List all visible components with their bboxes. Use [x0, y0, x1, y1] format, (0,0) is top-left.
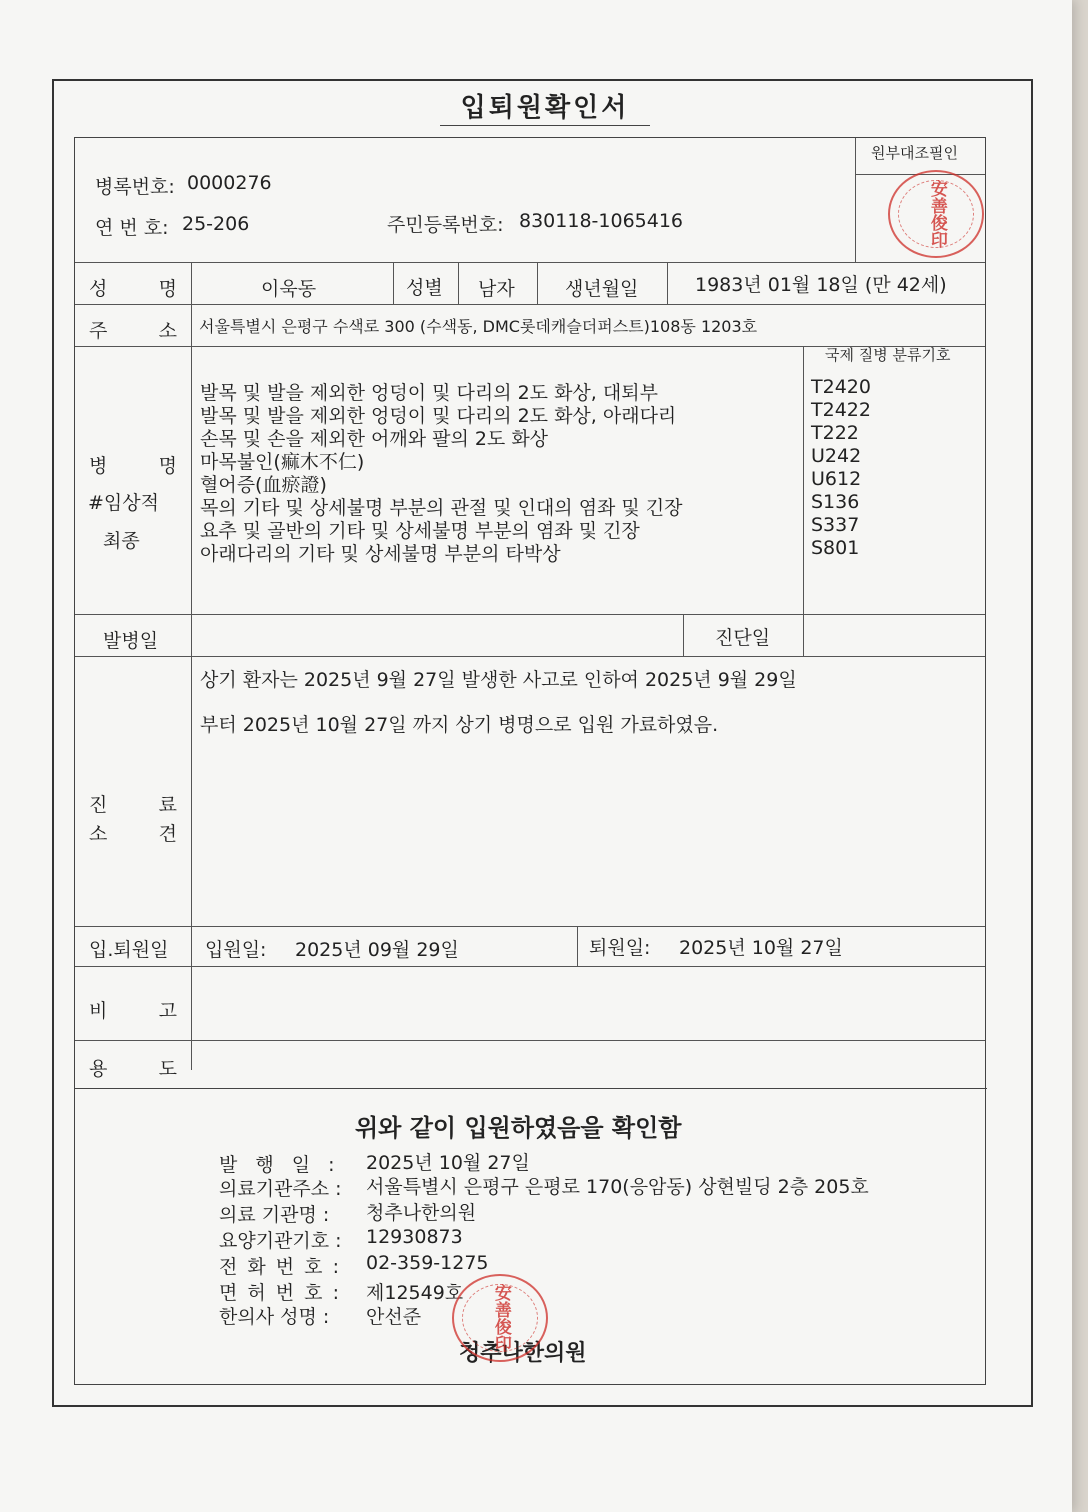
patient-name: 이욱동 [261, 278, 317, 300]
clinic-signature: 청추나한의원 [459, 1341, 587, 1366]
record-number-value: 0000276 [187, 172, 272, 194]
seal-stamp-top: 安善俊印 [888, 170, 984, 258]
doctor-label: 한의사 성명 : [219, 1306, 330, 1328]
icd-code: U242 [811, 445, 862, 467]
admission-label: 입.퇴원일 [89, 939, 169, 961]
icd-code: U612 [811, 468, 862, 490]
findings-line-2: 부터 2025년 10월 27일 까지 상기 병명으로 입원 가료하였음. [200, 714, 719, 736]
admit-date-label: 입원일: [205, 939, 267, 961]
diagnosis-label: 병 명 [89, 455, 177, 477]
icd-code: S136 [811, 491, 860, 513]
diagnosis-item: 목의 기타 및 상세불명 부분의 관절 및 인대의 염좌 및 긴장 [200, 497, 683, 519]
admit-date-value: 2025년 09월 29일 [295, 939, 459, 961]
address-value: 서울특별시 은평구 수색로 300 (수색동, DMC롯데캐슬더퍼스트)108동 1203호 [199, 317, 758, 336]
doctor-name: 안선준 [366, 1306, 422, 1328]
icd-code: S801 [811, 537, 860, 559]
diagnosis-item: 발목 및 발을 제외한 엉덩이 및 다리의 2도 화상, 아래다리 [200, 405, 677, 427]
phone-value: 02-359-1275 [366, 1252, 489, 1274]
icd-code: T2420 [811, 376, 871, 398]
phone-label: 전 화 번 호 : [219, 1256, 341, 1278]
findings-label-1: 진 료 [89, 794, 177, 816]
discharge-date-label: 퇴원일: [589, 937, 651, 959]
clinic-address-label: 의료기관주소 : [219, 1178, 342, 1200]
diagnosis-item: 혈어증(血瘀證) [200, 474, 327, 496]
dob-value: 1983년 01월 18일 (만 42세) [695, 274, 947, 296]
serial-number-value: 25-206 [182, 213, 250, 235]
seal-stamp-bottom: 安善俊印 [452, 1274, 548, 1362]
diagnosis-date-label: 진단일 [715, 627, 771, 649]
discharge-date-value: 2025년 10월 27일 [679, 937, 843, 959]
diagnosis-item: 손목 및 손을 제외한 어깨와 팔의 2도 화상 [200, 428, 549, 450]
document-title: 입퇴원확인서 [440, 87, 650, 126]
icd-code: S337 [811, 514, 860, 536]
icd-code: T2422 [811, 399, 871, 421]
license-value: 제12549호 [366, 1282, 464, 1304]
address-label: 주 소 [89, 320, 177, 342]
diagnosis-item: 요추 및 골반의 기타 및 상세불명 부분의 염좌 및 긴장 [200, 520, 640, 542]
diagnosis-label-final: 최종 [103, 530, 140, 552]
institution-code-label: 요양기관기호 : [219, 1230, 342, 1252]
form-table [74, 137, 986, 1385]
findings-label-2: 소 견 [89, 823, 177, 845]
issue-date-label: 발 행 일 : [219, 1154, 341, 1176]
clinic-address-value: 서울특별시 은평구 은평로 170(응암동) 상현빌딩 2층 205호 [366, 1176, 869, 1198]
license-label: 면 허 번 호 : [219, 1282, 341, 1304]
name-label: 성 명 [89, 278, 177, 300]
dob-label: 생년월일 [565, 278, 639, 300]
diagnosis-item: 발목 및 발을 제외한 엉덩이 및 다리의 2도 화상, 대퇴부 [200, 382, 658, 404]
icd-code-header: 국제 질병 분류기호 [825, 346, 951, 364]
sex-label: 성별 [406, 277, 443, 299]
onset-label: 발병일 [103, 630, 159, 652]
seal-header: 원부대조필인 [871, 144, 958, 162]
resident-number-value: 830118-1065416 [519, 210, 684, 232]
sex-value: 남자 [478, 278, 515, 300]
institution-code-value: 12930873 [366, 1226, 463, 1248]
icd-code: T222 [811, 422, 859, 444]
remarks-label: 비 고 [89, 1000, 177, 1022]
purpose-label: 용 도 [89, 1058, 177, 1080]
serial-number-label: 연 번 호: [95, 217, 169, 239]
record-number-label: 병록번호: [95, 176, 175, 198]
diagnosis-item: 마목불인(痲木不仁) [200, 451, 365, 473]
confirmation-statement: 위와 같이 입원하였음을 확인함 [355, 1114, 682, 1142]
resident-number-label: 주민등록번호: [387, 214, 504, 236]
issue-date-value: 2025년 10월 27일 [366, 1152, 530, 1174]
diagnosis-item: 아래다리의 기타 및 상세불명 부분의 타박상 [200, 543, 561, 565]
diagnosis-label-clinical: #임상적 [88, 492, 159, 514]
clinic-name-value: 청추나한의원 [366, 1202, 477, 1224]
clinic-name-label: 의료 기관명 : [219, 1204, 330, 1226]
findings-line-1: 상기 환자는 2025년 9월 27일 발생한 사고로 인하여 2025년 9월 29일 [200, 669, 797, 691]
